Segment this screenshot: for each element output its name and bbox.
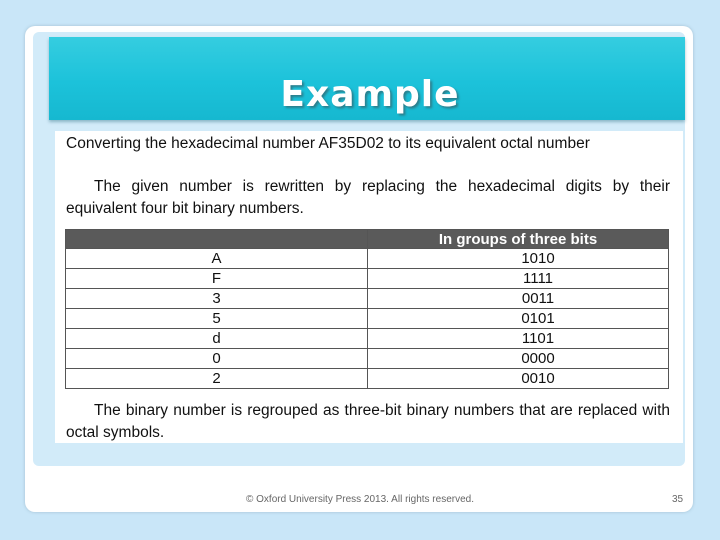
binary-cell: 0101 bbox=[368, 309, 669, 329]
table-row bbox=[66, 309, 669, 329]
hex-digit-cell: F bbox=[66, 269, 368, 289]
step2-paragraph: The binary number is regrouped as three-bit binary numbers that are replaced with octal symbols. bbox=[66, 402, 670, 441]
binary-cell: 0000 bbox=[368, 349, 669, 369]
binary-cell: 0010 bbox=[368, 369, 669, 389]
table-header-digit bbox=[66, 230, 368, 249]
conversion-table bbox=[65, 229, 669, 389]
copyright-text: © Oxford University Press 2013. All rights reserved. bbox=[245, 494, 474, 505]
table-row bbox=[66, 249, 669, 269]
hex-digit-cell: d bbox=[66, 329, 368, 349]
table-row bbox=[66, 369, 669, 389]
hex-digit-cell: 2 bbox=[66, 369, 368, 389]
table-row bbox=[66, 269, 669, 289]
binary-cell: 1101 bbox=[368, 329, 669, 349]
table-row bbox=[66, 289, 669, 309]
intro-paragraph: Converting the hexadecimal number AF35D02 to its equivalent octal number bbox=[66, 135, 590, 152]
hex-digit-cell: A bbox=[66, 249, 368, 269]
hex-digit-cell: 3 bbox=[66, 289, 368, 309]
table-header-row bbox=[66, 230, 669, 249]
binary-cell: 1111 bbox=[368, 269, 669, 289]
hex-digit-cell: 5 bbox=[66, 309, 368, 329]
page-number: 35 bbox=[672, 494, 684, 505]
binary-cell: 1010 bbox=[368, 249, 669, 269]
table-row bbox=[66, 349, 669, 369]
table-row bbox=[66, 329, 669, 349]
slide-title: Example bbox=[280, 74, 460, 115]
table-header-bits: In groups of three bits bbox=[368, 230, 669, 249]
binary-cell: 0011 bbox=[368, 289, 669, 309]
step1-paragraph: The given number is rewritten by replacing the hexadecimal digits by their equivalent four bit binary numbers. bbox=[66, 178, 670, 217]
hex-digit-cell: 0 bbox=[66, 349, 368, 369]
